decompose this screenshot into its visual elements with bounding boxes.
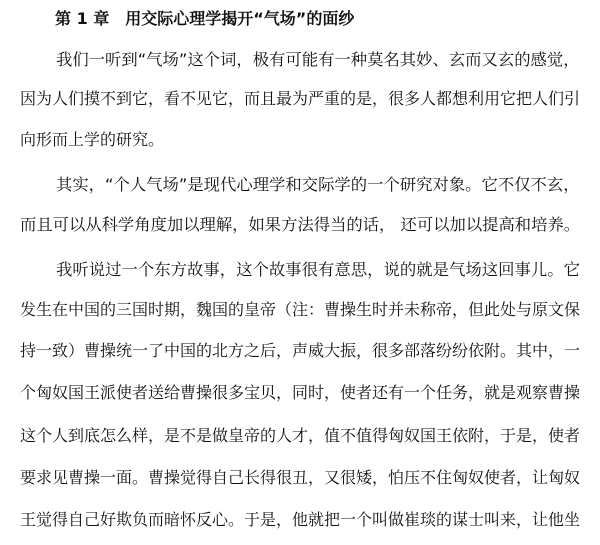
body-line: 其实，“个人气场”是现代心理学和交际学的一个研究对象。它不仅不玄， [56, 175, 580, 194]
chapter-heading [55, 7, 354, 31]
body-line: 我们一听到“气场”这个词，极有可能有一种莫名其妙、玄而又玄的感觉， [56, 50, 580, 69]
body-line: 而且可以从科学角度加以理解，如果方法得当的话， 还可以加以提高和培养。 [20, 215, 581, 234]
body-line: 王觉得自己好欺负而暗怀反心。于是，他就把一个叫做崔琰的谋士叫来，让他坐 [20, 510, 581, 529]
body-line: 向形而上学的研究。 [20, 130, 165, 149]
body-line: 因为人们摸不到它，看不见它，而且最为严重的是，很多人都想利用它把人们引 [20, 89, 581, 108]
chapter-title: 用交际心理学揭开“气场”的面纱 [125, 9, 355, 28]
body-line: 持一致）曹操统一了中国的北方之后，声威大振，很多部落纷纷依附。其中，一 [20, 341, 581, 360]
chapter-number: 第 1 章 [55, 9, 110, 28]
body-line: 这个人到底怎么样，是不是做皇帝的人才，值不值得匈奴国王依附，于是，使者 [20, 426, 581, 445]
body-line: 要求见曹操一面。曹操觉得自己长得很丑，又很矮，怕压不住匈奴使者，让匈奴 [20, 468, 581, 487]
body-line: 发生在中国的三国时期，魏国的皇帝（注：曹操生时并未称帝，但此处与原文保 [20, 300, 581, 319]
body-line: 我听说过一个东方故事，这个故事很有意思，说的就是气场这回事儿。它 [56, 260, 581, 279]
body-line: 个匈奴国王派使者送给曹操很多宝贝，同时，使者还有一个任务，就是观察曹操 [20, 383, 581, 402]
